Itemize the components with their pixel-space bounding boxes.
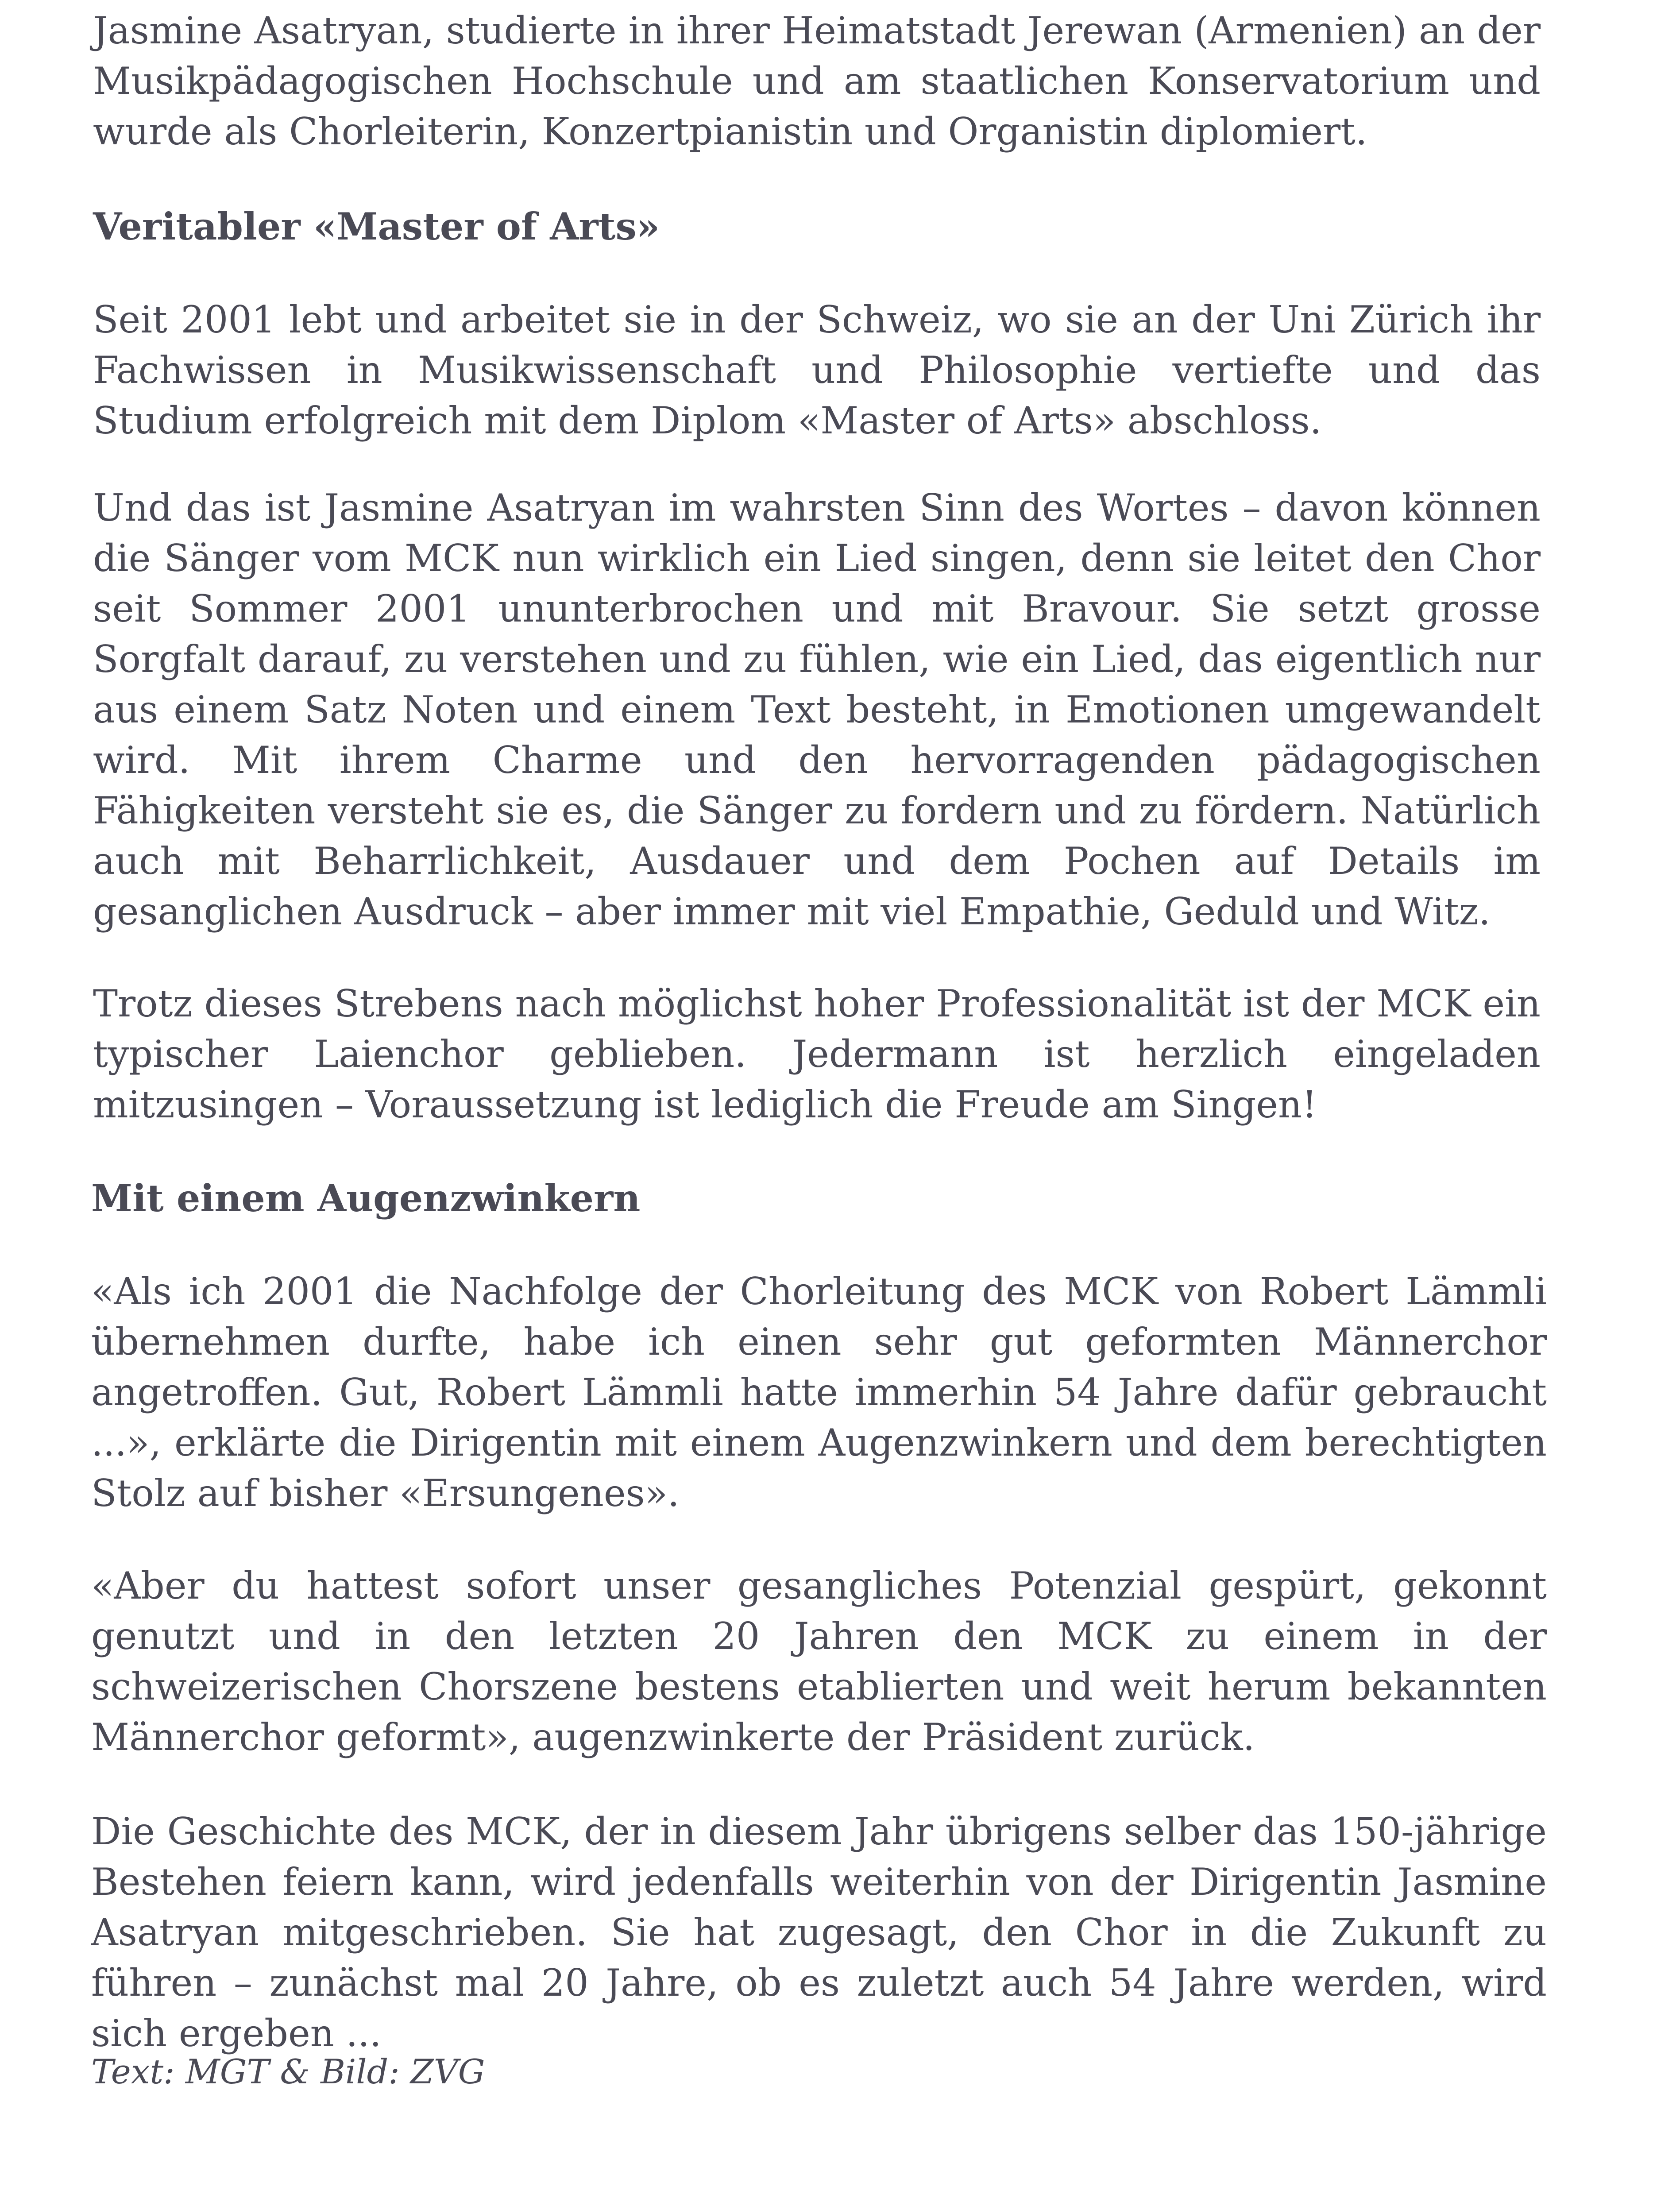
intro-paragraph: Jasmine Asatryan, studierte in ihrer Heimatstadt Jerewan (Armenien) an der Musikpädagogischen Hochschule und am staatlichen Konservatorium und wurde als Chorleiterin, Konzertpianistin und Organistin diplomiert.	[93, 9, 1541, 153]
paragraph-quote-president: «Aber du hattest sofort unser gesangliches Potenzial gespürt, gekonnt genutzt und in den letzten 20 Jahren den MCK zu einem in der schweizerischen Chorszene bestens etablierten und weit herum bekannten Männerchor geformt», augenzwinkerte der Präsident zurück.	[91, 1564, 1547, 1759]
paragraph-amateur-choir: Trotz dieses Strebens nach möglichst hoher Professionalität ist der MCK ein typischer Laienchor geblieben. Jedermann ist herzlich eingeladen mitzusingen – Voraussetzung ist lediglich die Freude am Singen!	[93, 982, 1541, 1126]
section-heading-augenzwinkern: Mit einem Augenzwinkern	[91, 1176, 641, 1220]
section-heading-master-of-arts: Veritabler «Master of Arts»	[93, 205, 660, 248]
paragraph-conductor: Und das ist Jasmine Asatryan im wahrsten Sinn des Wortes – davon können die Sänger vom MCK nun wirklich ein Lied singen, denn sie leitet den Chor seit Sommer 2001 ununterbrochen und mit Bravour. Sie setzt grosse Sorgfalt darauf, zu verstehen und zu fühlen, wie ein Lied, das eigentlich nur aus einem Satz Noten und einem Text besteht, in Emotionen umgewandelt wird. Mit ihrem Charme und den hervorragenden pädagogischen Fähigkeiten versteht sie es, die Sänger zu fordern und zu fördern. Natürlich auch mit Beharrlichkeit, Ausdauer und dem Pochen auf Details im gesanglichen Ausdruck – aber immer mit viel Empathie, Geduld und Witz.	[93, 486, 1541, 933]
paragraph-studies: Seit 2001 lebt und arbeitet sie in der Schweiz, wo sie an der Uni Zürich ihr Fachwissen in Musikwissenschaft und Philosophie vertiefte und das Studium erfolgreich mit dem Diplom «Master of Arts» abschloss.	[93, 298, 1541, 442]
paragraph-quote-conductor: «Als ich 2001 die Nachfolge der Chorleitung des MCK von Robert Lämmli übernehmen durfte, habe ich einen sehr gut geformten Männerchor angetroffen. Gut, Robert Lämmli hatte immerhin 54 Jahre dafür gebraucht ...», erklärte die Dirigentin mit einem Augenzwinkern und dem berechtigten Stolz auf bisher «Ersungenes».	[91, 1270, 1547, 1515]
paragraph-history: Die Geschichte des MCK, der in diesem Jahr übrigens selber das 150-jährige Bestehen feiern kann, wird jedenfalls weiterhin von der Dirigentin Jasmine Asatryan mitgeschrieben. Sie hat zugesagt, den Chor in die Zukunft zu führen – zunächst mal 20 Jahre, ob es zuletzt auch 54 Jahre werden, wird sich ergeben ...	[91, 1810, 1547, 2055]
photo-credit: Text: MGT & Bild: ZVG	[91, 2052, 485, 2091]
